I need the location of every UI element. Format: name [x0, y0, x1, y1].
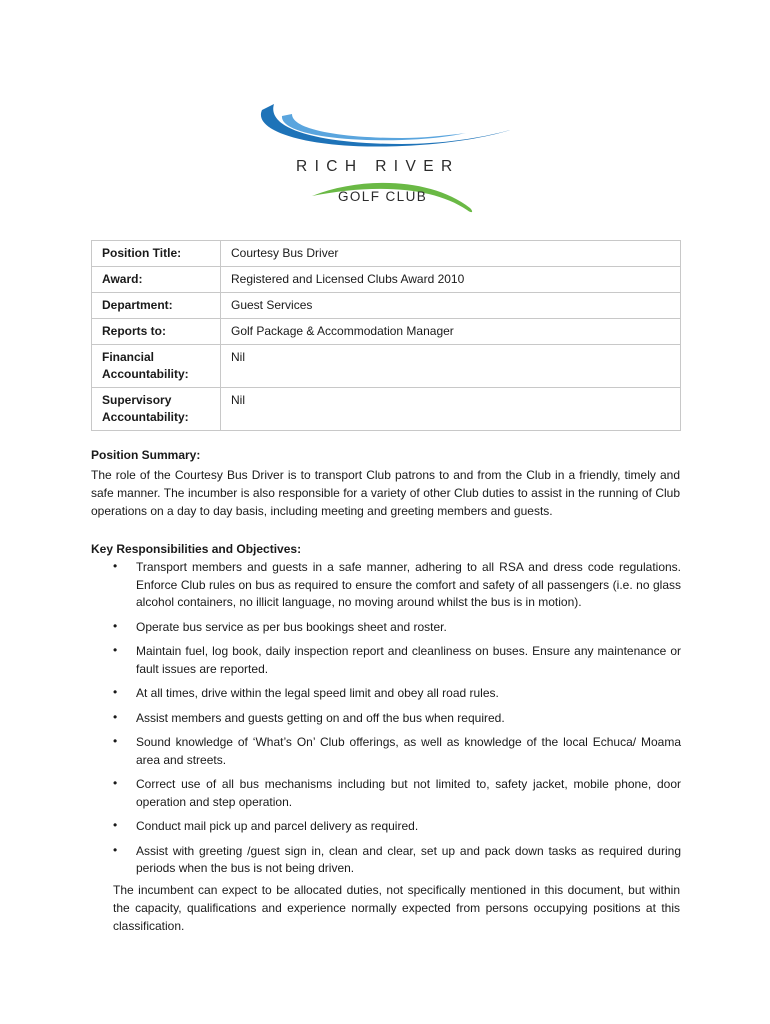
responsibilities-list	[113, 559, 681, 885]
key-responsibilities-heading: Key Responsibilities and Objectives:	[91, 542, 302, 556]
list-item-text: Correct use of all bus mechanisms including but not limited to, safety jacket, mobile phone, door operation and step operation.	[136, 777, 681, 809]
detail-value: Registered and Licensed Clubs Award 2010	[221, 267, 681, 293]
bullet: •	[113, 776, 118, 790]
detail-value: Nil	[221, 345, 681, 388]
closing-paragraph: The incumbent can expect to be allocated duties, not specifically mentioned in this document, but within the capacity, qualifications and experience normally expected from persons occupying positions at this classification.	[113, 883, 680, 933]
list-item	[113, 685, 681, 703]
bullet: •	[113, 734, 118, 748]
list-item	[113, 710, 681, 728]
bullet: •	[113, 618, 118, 633]
detail-label: Department:	[92, 293, 221, 319]
list-item-text: Maintain fuel, log book, daily inspection report and cleanliness on buses. Ensure any maintenance or fault issues are reported.	[136, 644, 681, 676]
bullet: •	[113, 685, 118, 699]
position-summary-heading: Position Summary:	[91, 448, 201, 462]
table-row	[92, 293, 681, 319]
detail-label: Financial Accountability:	[92, 345, 221, 388]
table-row	[92, 267, 681, 293]
bullet: •	[113, 559, 118, 573]
table-row	[92, 345, 681, 388]
detail-label: Award:	[92, 267, 221, 293]
rich-river-golf-club-logo	[252, 98, 516, 216]
position-details-table	[91, 240, 681, 431]
list-item-text: Assist with greeting /guest sign in, clean and clear, set up and pack down tasks as required during periods when the bus is not being driven.	[136, 843, 681, 875]
list-item	[113, 843, 681, 878]
detail-label: Position Title:	[92, 241, 221, 267]
detail-value: Courtesy Bus Driver	[221, 241, 681, 267]
list-item	[113, 619, 681, 637]
table-row	[92, 319, 681, 345]
list-item	[113, 559, 681, 612]
list-item	[113, 643, 681, 678]
list-item-text: Operate bus service as per bus bookings sheet and roster.	[136, 619, 447, 634]
list-item-text: Conduct mail pick up and parcel delivery as required.	[136, 819, 419, 833]
logo-wordmark-rich-river: RICH RIVER	[296, 158, 460, 175]
bullet: •	[113, 643, 118, 657]
bullet: •	[113, 842, 118, 857]
list-item	[113, 818, 681, 836]
list-item-text: Transport members and guests in a safe manner, adhering to all RSA and dress code regulations. Enforce Club rules on bus as required to ensure the comfort and safety of all passengers (i.e. no glass alcohol containers, no illicit language, no moving around whilst the bus is in motion).	[136, 560, 681, 609]
logo-wordmark-golf-club: GOLF CLUB	[338, 189, 428, 204]
list-item	[113, 776, 681, 811]
list-item	[113, 734, 681, 769]
table-row	[92, 388, 681, 431]
bullet: •	[113, 818, 118, 832]
list-item-text: Sound knowledge of ‘What’s On’ Club offerings, as well as knowledge of the local Echuca/ Moama area and streets.	[136, 735, 681, 767]
list-item-text: At all times, drive within the legal speed limit and obey all road rules.	[136, 686, 499, 700]
list-item-text: Assist members and guests getting on and off the bus when required.	[136, 710, 505, 725]
detail-value: Nil	[221, 388, 681, 431]
detail-value: Golf Package & Accommodation Manager	[221, 319, 681, 345]
table-row	[92, 241, 681, 267]
position-summary-text: The role of the Courtesy Bus Driver is to transport Club patrons to and from the Club in a friendly, timely and safe manner. The incumber is also responsible for a variety of other Club duties to assist in the running of Club operations on a day to day basis, including meeting and greeting members and guests.	[91, 468, 680, 518]
detail-label: Reports to:	[92, 319, 221, 345]
bullet: •	[113, 709, 118, 724]
detail-label: Supervisory Accountability:	[92, 388, 221, 431]
detail-value: Guest Services	[221, 293, 681, 319]
